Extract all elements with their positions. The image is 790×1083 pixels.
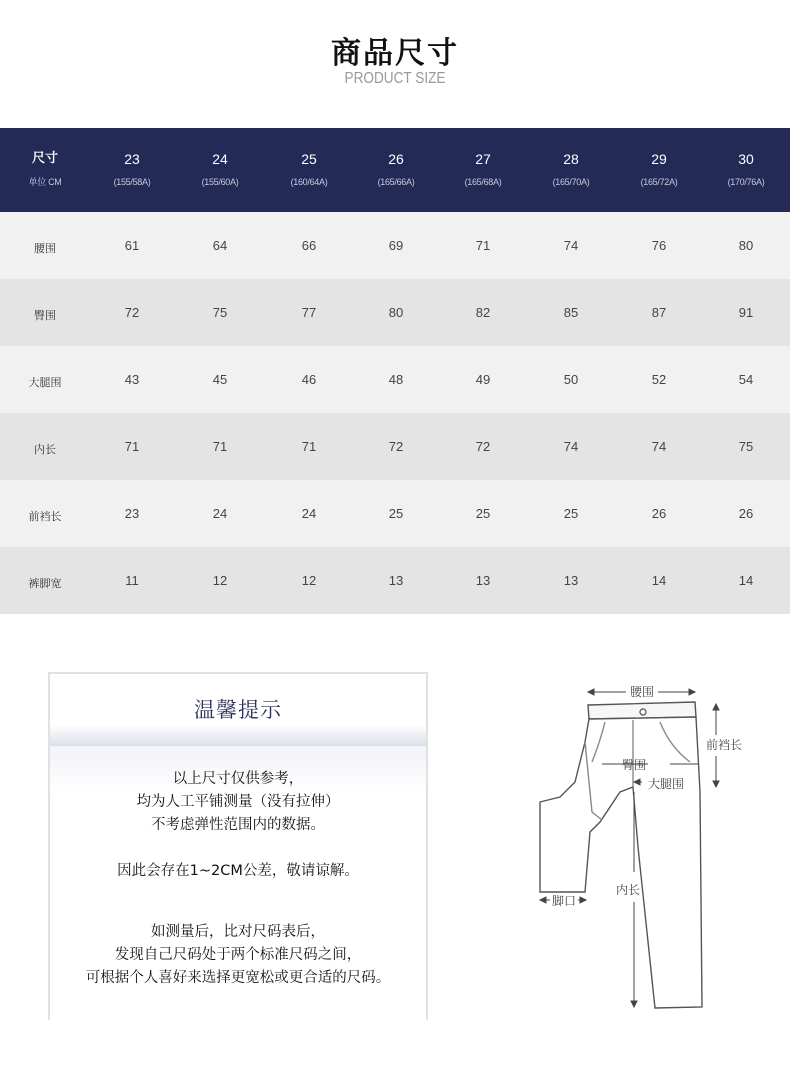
table-cell: 74	[616, 413, 702, 480]
table-cell: 23	[90, 480, 174, 547]
table-cell: 12	[174, 547, 266, 614]
table-row-hem	[0, 547, 790, 614]
size-column-header	[174, 128, 266, 212]
size-column-header	[440, 128, 526, 212]
size-spec: (165/68A)	[464, 177, 502, 187]
table-cell: 74	[526, 212, 616, 279]
size-spec: (165/66A)	[377, 177, 415, 187]
tip-line: 以上尺寸仅供参考，	[172, 771, 304, 787]
size-number: 26	[388, 151, 404, 167]
pants-waistband	[588, 702, 696, 719]
table-cell: 24	[266, 480, 352, 547]
tip-line: 因此会存在1~2CM公差，敬请谅解。	[117, 863, 359, 879]
table-cell: 26	[616, 480, 702, 547]
table-cell: 61	[90, 212, 174, 279]
table-cell: 72	[352, 413, 440, 480]
table-cell: 76	[616, 212, 702, 279]
label-front-rise: 前裆长	[706, 738, 743, 752]
tip-line: 发现自己尺码处于两个标准尺码之间，	[114, 947, 362, 963]
table-cell: 14	[616, 547, 702, 614]
size-column-header	[526, 128, 616, 212]
table-row-inseam	[0, 413, 790, 480]
size-header-row	[0, 128, 790, 212]
pants-outline	[540, 717, 702, 1008]
size-column-header	[352, 128, 440, 212]
size-spec: (155/60A)	[201, 177, 239, 187]
table-cell: 75	[702, 413, 790, 480]
table-cell: 66	[266, 212, 352, 279]
table-cell: 77	[266, 279, 352, 346]
row-label: 内长	[0, 413, 90, 480]
table-row-hip	[0, 279, 790, 346]
tip-title: 温馨提示	[50, 674, 426, 746]
table-cell: 13	[440, 547, 526, 614]
tip-box	[48, 672, 428, 1020]
row-label: 腰围	[0, 212, 90, 279]
table-cell: 71	[440, 212, 526, 279]
table-row-thigh	[0, 346, 790, 413]
table-row-front-rise	[0, 480, 790, 547]
size-spec: (155/58A)	[113, 177, 151, 187]
label-hem: 脚口	[552, 894, 577, 908]
table-cell: 71	[90, 413, 174, 480]
size-spec: (165/70A)	[552, 177, 590, 187]
tip-line: 不考虑弹性范围内的数据。	[151, 817, 325, 833]
table-cell: 46	[266, 346, 352, 413]
row-label: 前裆长	[0, 480, 90, 547]
table-cell: 72	[440, 413, 526, 480]
size-spec: (165/72A)	[640, 177, 678, 187]
table-cell: 74	[526, 413, 616, 480]
table-cell: 87	[616, 279, 702, 346]
size-column-header	[90, 128, 174, 212]
table-row-waist	[0, 212, 790, 279]
table-cell: 13	[352, 547, 440, 614]
page-subtitle: PRODUCT SIZE	[344, 70, 446, 87]
size-number: 28	[563, 151, 579, 167]
table-cell: 69	[352, 212, 440, 279]
tip-line: 均为人工平铺测量（没有拉伸）	[136, 794, 340, 810]
table-cell: 71	[174, 413, 266, 480]
row-label: 大腿围	[0, 346, 90, 413]
size-column-header	[702, 128, 790, 212]
table-cell: 48	[352, 346, 440, 413]
tip-line: 可根据个人喜好来选择更宽松或更合适的尺码。	[85, 970, 391, 986]
table-cell: 82	[440, 279, 526, 346]
table-cell: 26	[702, 480, 790, 547]
table-cell: 11	[90, 547, 174, 614]
table-cell: 43	[90, 346, 174, 413]
corner-header	[0, 128, 90, 212]
table-cell: 24	[174, 480, 266, 547]
size-column-header	[266, 128, 352, 212]
table-cell: 25	[440, 480, 526, 547]
table-cell: 45	[174, 346, 266, 413]
row-label: 臀围	[0, 279, 90, 346]
size-number: 23	[124, 151, 140, 167]
table-cell: 91	[702, 279, 790, 346]
size-number: 27	[475, 151, 491, 167]
table-cell: 14	[702, 547, 790, 614]
corner-label: 尺寸	[31, 151, 58, 166]
table-cell: 80	[702, 212, 790, 279]
size-number: 25	[301, 151, 317, 167]
tip-line: 如测量后，比对尺码表后，	[151, 924, 325, 940]
size-number: 24	[212, 151, 228, 167]
row-label: 裤脚宽	[0, 547, 90, 614]
size-spec: (160/64A)	[290, 177, 328, 187]
tip-body	[50, 746, 426, 1020]
table-cell: 50	[526, 346, 616, 413]
table-cell: 54	[702, 346, 790, 413]
size-number: 29	[651, 151, 667, 167]
label-inseam: 内长	[616, 883, 641, 897]
size-table	[0, 128, 790, 614]
pants-measurement-diagram	[530, 672, 790, 1017]
table-cell: 75	[174, 279, 266, 346]
table-cell: 25	[526, 480, 616, 547]
size-spec: (170/76A)	[727, 177, 765, 187]
size-number: 30	[738, 151, 754, 167]
table-cell: 25	[352, 480, 440, 547]
table-cell: 85	[526, 279, 616, 346]
table-cell: 72	[90, 279, 174, 346]
label-thigh: 大腿围	[648, 777, 685, 791]
table-cell: 52	[616, 346, 702, 413]
table-cell: 12	[266, 547, 352, 614]
page-title: 商品尺寸	[331, 36, 459, 71]
label-hip: 臀围	[622, 758, 647, 772]
label-waist: 腰围	[629, 685, 655, 699]
table-cell: 71	[266, 413, 352, 480]
table-cell: 64	[174, 212, 266, 279]
table-cell: 49	[440, 346, 526, 413]
table-cell: 13	[526, 547, 616, 614]
size-column-header	[616, 128, 702, 212]
table-cell: 80	[352, 279, 440, 346]
corner-unit: 单位 CM	[28, 177, 62, 187]
